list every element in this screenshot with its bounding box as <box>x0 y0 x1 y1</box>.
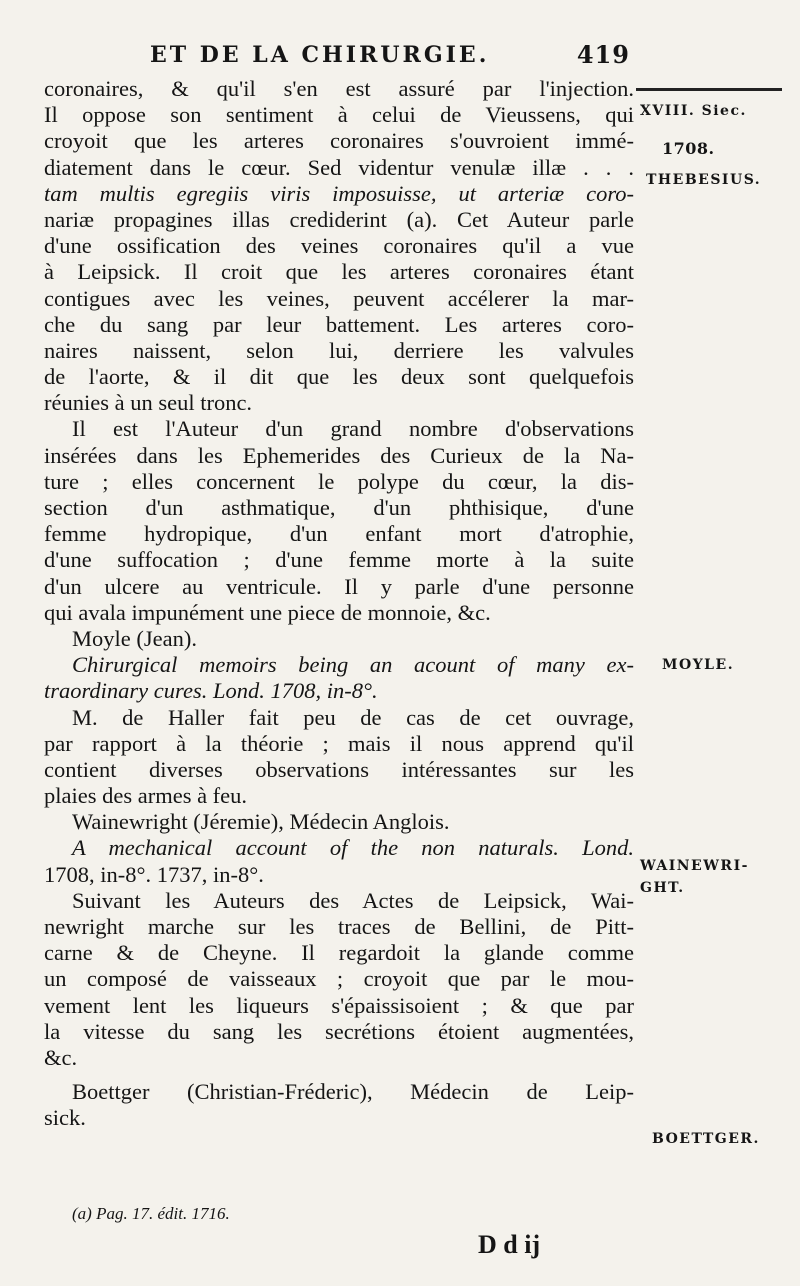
text-line: contigues avec les veines, peuvent accélerer la mar- <box>44 285 634 311</box>
text-line: tam multis egregiis viris imposuisse, ut arteriæ coro- <box>44 180 634 206</box>
running-title: ET DE LA CHIRURGIE. <box>150 42 490 68</box>
text-line: coronaires, & qu'il s'en est assuré par l'injection. <box>44 76 634 101</box>
margin-note-year: 1708. <box>662 139 715 158</box>
margin-note-wainewright-2: GHT. <box>640 880 685 896</box>
text-line: d'une ossification des veines coronaires qu'il a vue <box>44 233 634 259</box>
text-line: Il oppose son sentiment à celui de Vieussens, qui <box>44 102 634 128</box>
text-line: section d'un asthmatique, d'un phthisique, d'une <box>44 495 634 520</box>
margin-rule <box>636 88 782 91</box>
footnote: (a) Pag. 17. édit. 1716. <box>72 1204 230 1223</box>
text-line: la vitesse du sang les secrétions étoient augmentées, <box>44 1018 634 1044</box>
text-line: de l'aorte, & il dit que les deux sont quelquefois <box>44 364 634 390</box>
margin-note-century: XVIII. Siec. <box>640 103 747 119</box>
text-line: sick. <box>44 1105 86 1131</box>
text-line: à Leipsick. Il croit que les arteres coronaires étant <box>44 259 634 285</box>
text-line: diatement dans le cœur. Sed videntur venulæ illæ . . . <box>44 154 634 180</box>
text-line: &c. <box>44 1044 78 1070</box>
text-line: M. de Haller fait peu de cas de cet ouvrage, <box>72 704 634 730</box>
text-line: 1708, in-8°. 1737, in-8°. <box>44 861 264 887</box>
margin-note-moyle: MOYLE. <box>662 657 735 673</box>
text-line: d'un ulcere au ventricule. Il y parle d'une personne <box>44 573 634 599</box>
text-line: Moyle (Jean). <box>72 625 197 651</box>
text-line: ture ; elles concernent le polype du cœur, la dis- <box>44 468 634 494</box>
margin-note-boettger: BOETTGER. <box>652 1131 760 1147</box>
text-line: contient diverses observations intéressantes sur les <box>44 756 634 782</box>
text-line: traordinary cures. Lond. 1708, in-8°. <box>44 678 378 704</box>
text-line: Il est l'Auteur d'un grand nombre d'observations <box>72 416 634 442</box>
text-line: newright marche sur les traces de Bellini, de Pitt- <box>44 914 634 939</box>
text-line: un composé de vaisseaux ; croyoit que par le mou- <box>44 966 634 992</box>
text-line: femme hydropique, d'un enfant mort d'atrophie, <box>44 521 634 547</box>
text-line: qui avala impunément une piece de monnoie, &c. <box>44 599 491 625</box>
text-line: Boettger (Christian-Fréderic), Médecin de Leip- <box>72 1079 634 1105</box>
text-line: d'une suffocation ; d'une femme morte à la suite <box>44 547 634 573</box>
text-line: insérées dans les Ephemerides des Curieux de la Na- <box>44 442 634 468</box>
text-line: Chirurgical memoirs being an acount of many ex- <box>72 652 634 678</box>
text-line: croyoit que les arteres coronaires s'ouvroient immé- <box>44 128 634 154</box>
text-line: che du sang par leur battement. Les arteres coro- <box>44 311 634 337</box>
text-line: nariæ propagines illas crediderint (a). Cet Auteur parle <box>44 206 634 232</box>
text-line: Suivant les Auteurs des Actes de Leipsick, Wai- <box>72 887 634 913</box>
margin-note-wainewright-1: WAINEWRI- <box>640 858 749 874</box>
text-line: vement lent les liqueurs s'épaissisoient ; & que par <box>44 992 634 1018</box>
body-text <box>44 76 634 1132</box>
text-line: plaies des armes à feu. <box>44 783 248 809</box>
signature-mark: D d ij <box>478 1230 541 1259</box>
text-line: Wainewright (Jéremie), Médecin Anglois. <box>72 809 450 835</box>
text-line: A mechanical account of the non naturals. Lond. <box>72 835 634 861</box>
text-line: carne & de Cheyne. Il regardoit la glande comme <box>44 940 634 966</box>
text-line: par rapport à la théorie ; mais il nous apprend qu'il <box>44 730 634 756</box>
page-number: 419 <box>576 40 630 69</box>
text-line: réunies à un seul tronc. <box>44 390 253 416</box>
page-header <box>120 38 630 70</box>
text-line: naires naissent, selon lui, derriere les valvules <box>44 337 634 363</box>
margin-note-thebesius: THEBESIUS. <box>646 172 762 188</box>
